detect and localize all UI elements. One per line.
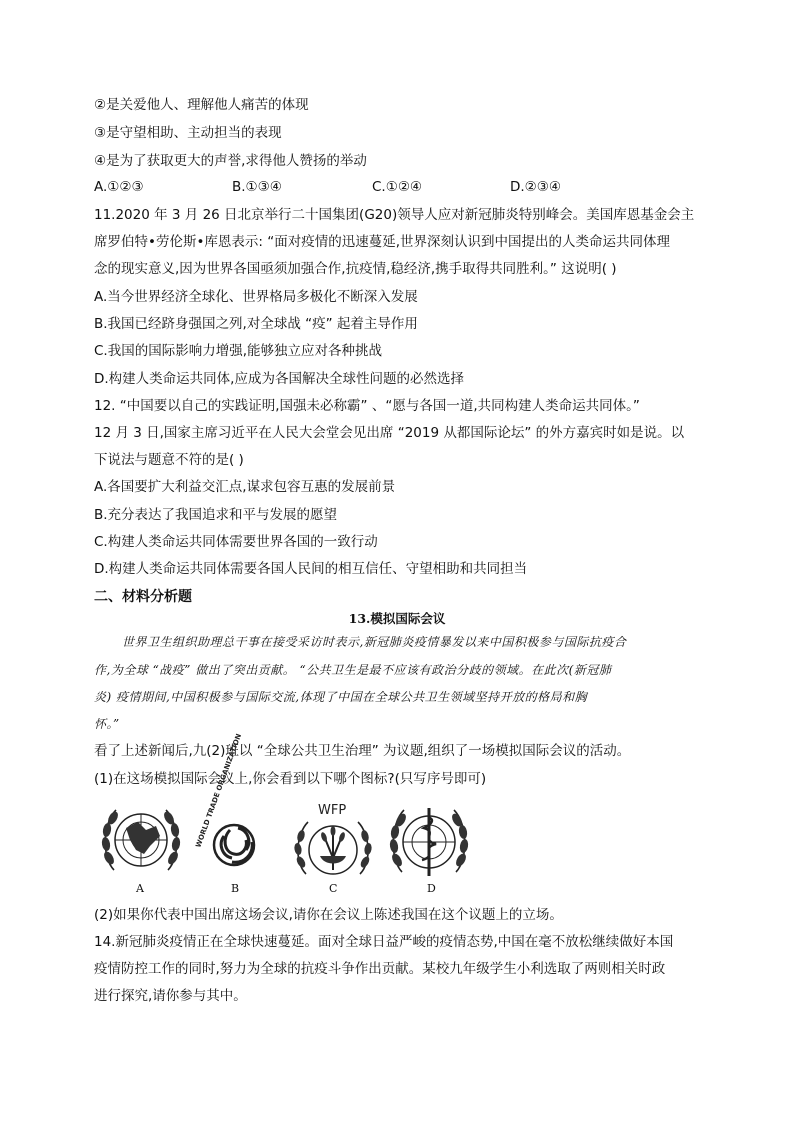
q12-line-3: 下说法与题意不符的是( ) <box>94 452 244 468</box>
q13-intro: 看了上述新闻后,九(2)班以 “全球公共卫生治理” 为议题,组织了一场模拟国际会议的活动。 <box>94 743 631 759</box>
q10-option-c: C.①②④ <box>372 179 423 195</box>
q12-line-1: 12. “中国要以自己的实践证明,国强未必称霸” 、“愿与各国一道,共同构建人类命运共同体。” <box>94 398 640 414</box>
logo-letter-a: A <box>136 882 144 895</box>
q11-option-b: B.我国已经跻身强国之列,对全球战 “疫” 起着主导作用 <box>94 316 418 332</box>
wto-emblem-text: WORLD TRADE ORGANIZATION <box>194 732 244 849</box>
q13-passage-line-1: 世界卫生组织助理总干事在接受采访时表示,新冠肺炎疫情暴发以来中国积极参与国际抗疫合 <box>122 635 627 649</box>
section-title: 二、材料分析题 <box>94 589 192 605</box>
q13-passage-line-3: 炎) 疫情期间,中国积极参与国际交流,体现了中国在全球公共卫生领域坚持开放的格局和胸 <box>94 690 588 704</box>
logo-letter-d: D <box>427 882 436 895</box>
q13-sub-question-2: (2)如果你代表中国出席这场会议,请你在会议上陈述我国在这个议题上的立场。 <box>94 907 563 923</box>
q10-option-b: B.①③④ <box>232 179 282 195</box>
q13-passage-line-4: 怀。” <box>94 717 120 731</box>
q12-line-2: 12 月 3 日,国家主席习近平在人民大会堂会见出席 “2019 从都国际论坛” 的外方嘉宾时如是说。以 <box>94 425 685 441</box>
statement-2: ②是关爱他人、理解他人痛苦的体现 <box>94 97 309 113</box>
q11-option-c: C.我国的国际影响力增强,能够独立应对各种挑战 <box>94 343 383 359</box>
q13-passage-line-2: 作,为全球 “战疫” 做出了突出贡献。 “公共卫生是最不应该有政治分歧的领域。在此次(新冠肺 <box>94 663 612 677</box>
q14-line-1: 14.新冠肺炎疫情正在全球快速蔓延。面对全球日益严峻的疫情态势,中国在毫不放松继续做好本国 <box>94 934 674 950</box>
q13-sub-question-1: (1)在这场模拟国际会议上,你会看到以下哪个图标?(只写序号即可) <box>94 771 487 787</box>
q11-line-2: 席罗伯特•劳伦斯•库恩表示: “面对疫情的迅速蔓延,世界深刻认识到中国提出的人类命运共同体理 <box>94 234 671 250</box>
statement-3: ③是守望相助、主动担当的表现 <box>94 125 282 141</box>
who-emblem-icon <box>388 800 470 886</box>
q11-option-a: A.当今世界经济全球化、世界格局多极化不断深入发展 <box>94 289 418 305</box>
logo-letter-b: B <box>231 882 240 895</box>
q10-option-d: D.②③④ <box>510 179 561 195</box>
q12-option-d: D.构建人类命运共同体需要各国人民间的相互信任、守望相助和共同担当 <box>94 561 528 577</box>
q12-option-b: B.充分表达了我国追求和平与发展的愿望 <box>94 507 338 523</box>
un-emblem-icon <box>100 800 182 886</box>
q14-line-3: 进行探究,请你参与其中。 <box>94 988 247 1004</box>
wfp-emblem-icon <box>292 800 374 886</box>
logo-letter-c: C <box>329 882 338 895</box>
q11-line-3: 念的现实意义,因为世界各国亟须加强合作,抗疫情,稳经济,携手取得共同胜利。” 这说明( ) <box>94 261 617 277</box>
q11-line-1: 11.2020 年 3 月 26 日北京举行二十国集团(G20)领导人应对新冠肺炎特别峰会。美国库恩基金会主 <box>94 207 695 223</box>
q14-line-2: 疫情防控工作的同时,努力为全球的抗疫斗争作出贡献。某校九年级学生小利选取了两则相关时政 <box>94 961 666 977</box>
q13-title: 13.模拟国际会议 <box>348 611 446 626</box>
wto-emblem-icon <box>194 732 274 886</box>
wfp-emblem-text: WFP <box>318 803 347 818</box>
statement-4: ④是为了获取更大的声誉,求得他人赞扬的举动 <box>94 153 367 169</box>
q12-option-c: C.构建人类命运共同体需要世界各国的一致行动 <box>94 534 378 550</box>
q10-option-a: A.①②③ <box>94 179 144 195</box>
q12-option-a: A.各国要扩大利益交汇点,谋求包容互惠的发展前景 <box>94 479 396 495</box>
q11-option-d: D.构建人类命运共同体,应成为各国解决全球性问题的必然选择 <box>94 371 464 387</box>
